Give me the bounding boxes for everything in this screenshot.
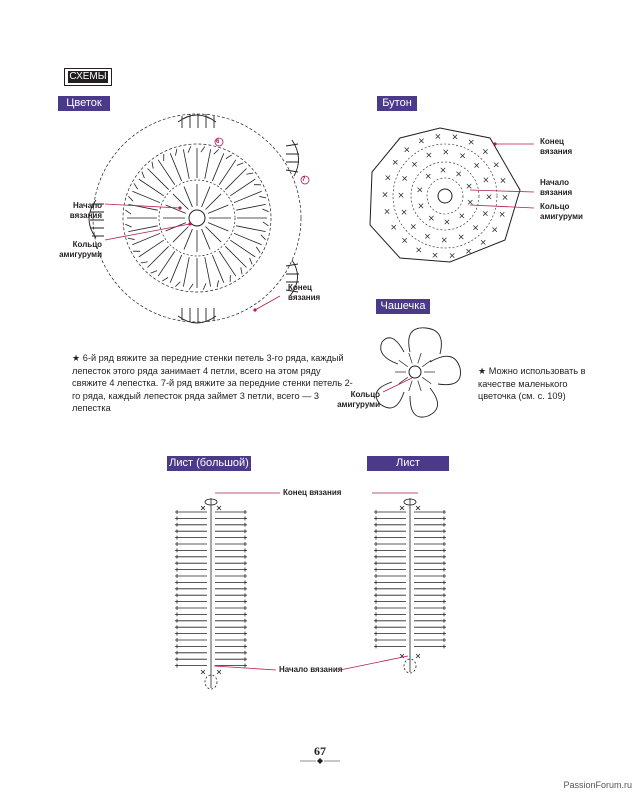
bud-start-label: Начало вязания — [540, 178, 573, 197]
bud-ring-label: Кольцо амигуруми — [540, 202, 583, 221]
flower-end-label: Конец вязания — [288, 283, 321, 302]
header-bud: Бутон — [377, 96, 417, 111]
page-number: 67 — [314, 744, 326, 758]
flower-row7-marker: 7 — [302, 177, 306, 183]
leaf-start-label: Начало вязания — [279, 665, 343, 674]
flower-start-label: Начало вязания — [69, 201, 102, 220]
bud-end-label: Конец вязания — [540, 137, 573, 156]
flower-note: ★ 6-й ряд вяжите за передние стенки петель 3-го ряда, каждый лепесток этого ряда занимает 4 петли, всего на этом ряду свяжите 4 лепестка. 7-й ряд вяжите за передние стенки петель 2-го ряда, каждый лепесток ряда займет 3 петли, всего — 3 лепестка — [72, 353, 353, 413]
header-cup: Чашечка — [376, 299, 430, 314]
leaf-end-label: Конец вязания — [283, 488, 342, 497]
ornament-icon — [300, 758, 340, 764]
cup-note: ★ Можно использовать в качестве маленького цветочка (см. с. 109) — [478, 366, 586, 401]
flower-ring-label: Кольцо амигуруми — [59, 240, 102, 259]
header-leaf-big: Лист (большой) — [167, 456, 251, 471]
flower-row6-marker: 6 — [216, 139, 220, 145]
watermark: PassionForum.ru — [563, 780, 632, 790]
cup-ring-label: Кольцо амигуруми — [337, 390, 380, 409]
header-leaf-small: Лист (маленький) — [367, 456, 449, 471]
section-tag-label: СХЕМЫ — [69, 71, 107, 82]
header-flower: Цветок — [58, 96, 110, 111]
